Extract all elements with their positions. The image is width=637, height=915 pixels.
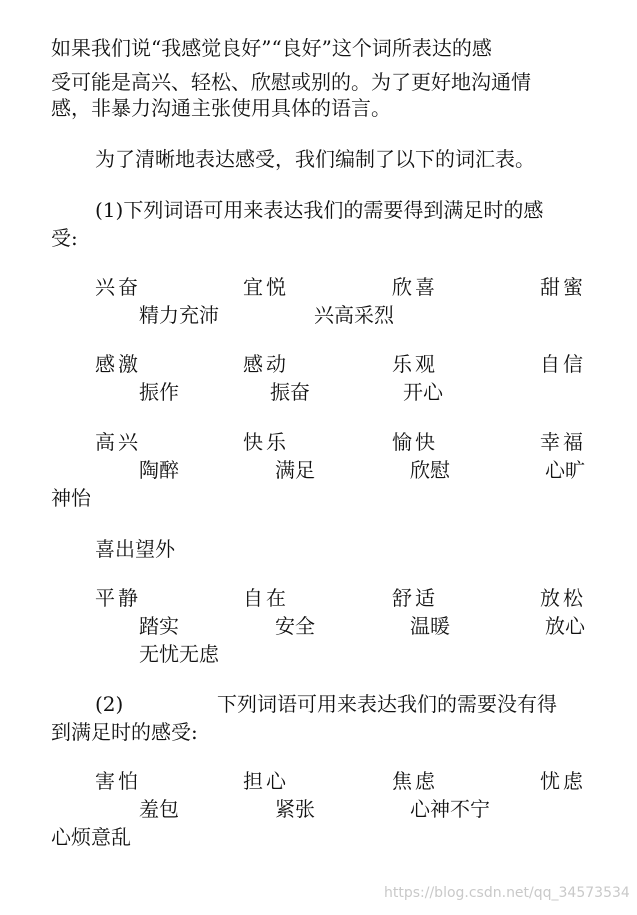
word: 喜出望外 bbox=[95, 537, 175, 561]
word: 安全 bbox=[275, 614, 315, 638]
word: 害怕 bbox=[95, 769, 141, 793]
section-1-heading-line-2: 受: bbox=[51, 226, 78, 250]
word: 开心 bbox=[403, 380, 443, 404]
word: 满足 bbox=[275, 458, 315, 482]
word: 羞包 bbox=[139, 797, 179, 821]
word: 乐观 bbox=[392, 352, 438, 376]
word: 高兴 bbox=[95, 430, 141, 454]
word: 担心 bbox=[243, 769, 289, 793]
section-2-heading-number: (2) bbox=[95, 692, 124, 716]
word: 兴奋 bbox=[95, 275, 141, 299]
word: 甜蜜 bbox=[540, 275, 586, 299]
word: 踏实 bbox=[139, 614, 179, 638]
word: 振奋 bbox=[270, 380, 310, 404]
word: 忧虑 bbox=[540, 769, 586, 793]
word: 温暖 bbox=[410, 614, 450, 638]
word: 放松 bbox=[540, 586, 586, 610]
word: 心旷 bbox=[545, 458, 585, 482]
paragraph-2: 为了清晰地表达感受，我们编制了以下的词汇表。 bbox=[95, 147, 535, 171]
word: 欣喜 bbox=[392, 275, 438, 299]
word: 平静 bbox=[95, 586, 141, 610]
word: 舒适 bbox=[392, 586, 438, 610]
word: 神怡 bbox=[51, 486, 91, 510]
word: 感动 bbox=[243, 352, 289, 376]
word: 自在 bbox=[243, 586, 289, 610]
section-2-heading-line-2: 到满足时的感受: bbox=[51, 720, 198, 744]
section-2-heading-line-1: 下列词语可用来表达我们的需要没有得 bbox=[217, 692, 557, 716]
intro-line-2: 受可能是高兴、轻松、欣慰或别的。为了更好地沟通情 bbox=[51, 70, 531, 94]
word: 陶醉 bbox=[139, 458, 179, 482]
watermark: https://blog.csdn.net/qq_34573534 bbox=[384, 885, 630, 901]
word: 放心 bbox=[545, 614, 585, 638]
word: 愉快 bbox=[392, 430, 438, 454]
word: 振作 bbox=[139, 380, 179, 404]
word: 紧张 bbox=[275, 797, 315, 821]
intro-line-1: 如果我们说“我感觉良好”“良好”这个词所表达的感 bbox=[51, 36, 492, 60]
word: 兴高采烈 bbox=[314, 303, 394, 327]
word: 自信 bbox=[540, 352, 586, 376]
word: 快乐 bbox=[243, 430, 289, 454]
word: 心烦意乱 bbox=[51, 825, 131, 849]
intro-line-3: 感，非暴力沟通主张使用具体的语言。 bbox=[51, 96, 391, 120]
word: 幸福 bbox=[540, 430, 586, 454]
word: 心神不宁 bbox=[410, 797, 490, 821]
word: 焦虑 bbox=[392, 769, 438, 793]
word: 感激 bbox=[95, 352, 141, 376]
word: 欣慰 bbox=[410, 458, 450, 482]
word: 精力充沛 bbox=[139, 303, 219, 327]
section-1-heading-line-1: (1)下列词语可用来表达我们的需要得到满足时的感 bbox=[95, 198, 544, 222]
word: 无忧无虑 bbox=[139, 642, 219, 666]
word: 宜悦 bbox=[243, 275, 289, 299]
